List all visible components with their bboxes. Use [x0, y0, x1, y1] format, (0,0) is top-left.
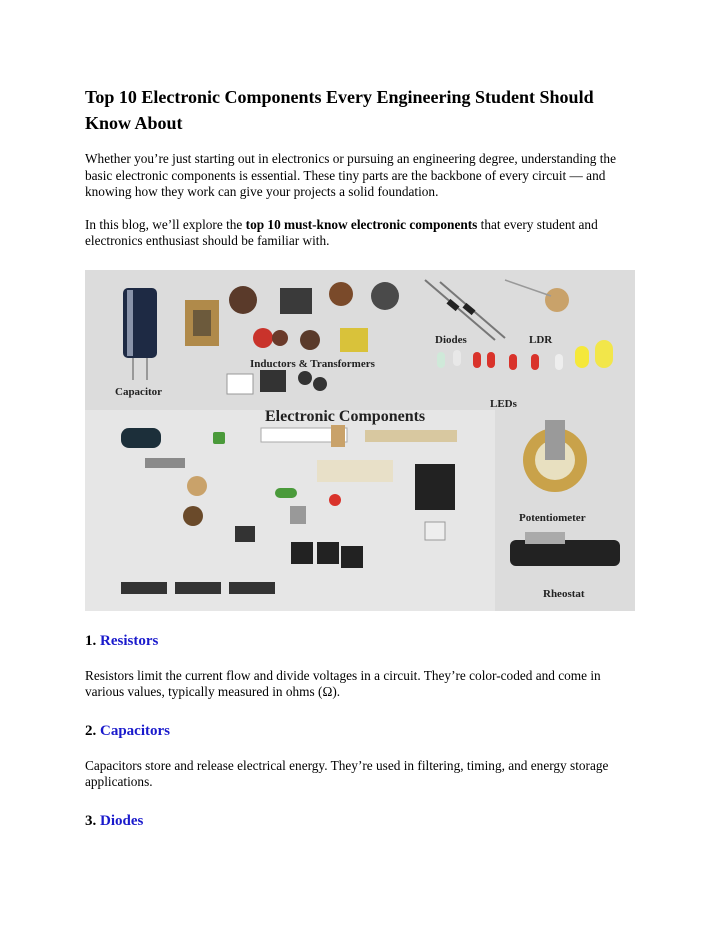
- section-resistors-heading: [85, 633, 635, 650]
- section-number: 1.: [85, 632, 97, 649]
- section-diodes-heading: [85, 813, 635, 830]
- diodes-link[interactable]: Diodes: [100, 812, 144, 829]
- page-title: Top 10 Electronic Components Every Engineering Student Should Know About: [85, 87, 594, 133]
- label-potentiometer: Potentiometer: [519, 511, 586, 524]
- section-number: 2.: [85, 722, 97, 739]
- components-figure: [85, 270, 635, 611]
- label-rheostat: Rheostat: [543, 587, 585, 600]
- figure-heading: Electronic Components: [265, 407, 426, 425]
- explore-suffix: that every student and electronics enthusiast should be familiar with.: [85, 216, 598, 248]
- section-number: 3.: [85, 812, 97, 829]
- label-capacitor: Capacitor: [115, 385, 163, 398]
- section-capacitors-heading: [85, 723, 635, 740]
- explore-bold: top 10 must-know electronic components: [245, 216, 478, 232]
- components-illustration: [85, 270, 635, 611]
- intro-paragraph: Whether you’re just starting out in electronics or pursuing an engineering degree, understanding the basic electronic components is essential. These tiny parts are the backbone of every circuit — and knowing how they work can give your projects a solid foundation.: [85, 151, 616, 199]
- explore-prefix: In this blog, we’ll explore the: [85, 216, 246, 232]
- section-capacitors-text: Capacitors store and release electrical energy. They’re used in filtering, timing, and energy storage applications.: [85, 757, 609, 789]
- capacitors-link[interactable]: Capacitors: [100, 722, 170, 739]
- explore-paragraph: [85, 217, 635, 250]
- label-ldr: LDR: [529, 333, 553, 346]
- label-diodes: Diodes: [435, 333, 467, 346]
- resistors-link[interactable]: Resistors: [100, 632, 159, 649]
- label-leds: LEDs: [490, 397, 517, 410]
- section-resistors-text: Resistors limit the current flow and divide voltages in a circuit. They’re color-coded and come in various values, typically measured in ohms (Ω).: [85, 667, 601, 699]
- label-inductors: Inductors & Transformers: [250, 357, 375, 370]
- article: [85, 84, 635, 848]
